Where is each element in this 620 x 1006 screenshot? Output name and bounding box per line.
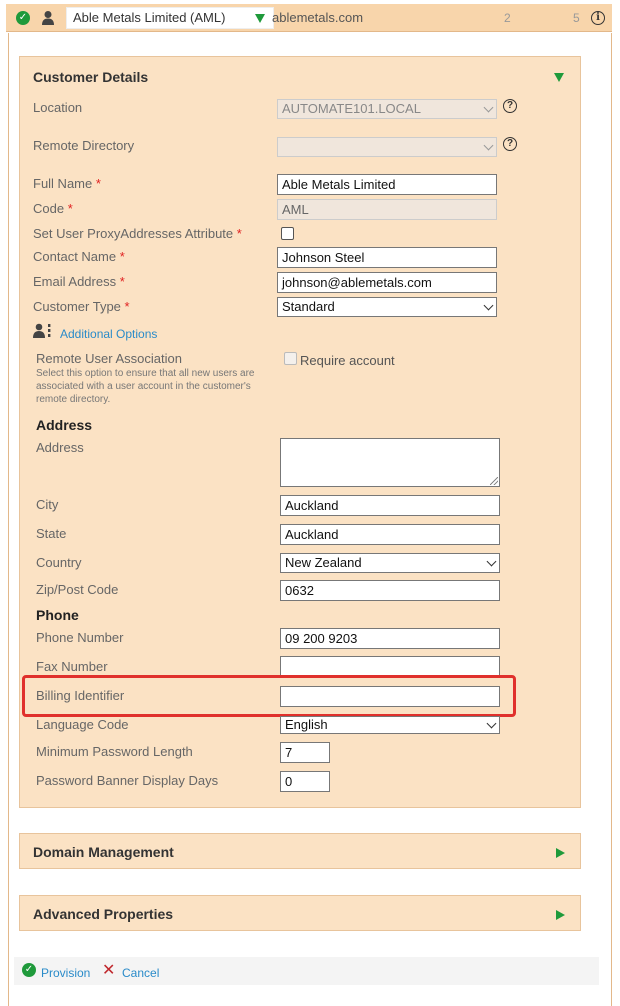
- collapse-icon[interactable]: [554, 73, 564, 82]
- location-select-value: AUTOMATE101.LOCAL: [282, 101, 421, 116]
- full-name-input[interactable]: Able Metals Limited: [277, 174, 497, 195]
- domain-management-title[interactable]: Domain Management: [33, 844, 174, 860]
- language-code-select-value: English: [285, 717, 328, 732]
- address-textarea[interactable]: [280, 438, 500, 487]
- proxy-attr-checkbox[interactable]: [281, 227, 294, 240]
- address-heading: Address: [36, 417, 93, 433]
- address-label: Address: [36, 440, 84, 455]
- action-footer: [14, 957, 599, 985]
- email-input[interactable]: johnson@ablemetals.com: [277, 272, 497, 293]
- remote-user-assoc-note: Select this option to ensure that all new users are associated with a user account in the customer's remote directory.: [36, 368, 255, 405]
- provision-button[interactable]: Provision: [41, 966, 91, 980]
- country-select[interactable]: [280, 553, 500, 573]
- password-banner-days-input[interactable]: 0: [280, 771, 330, 792]
- tenant-select[interactable]: [66, 7, 274, 29]
- chevron-down-icon: [484, 301, 494, 311]
- language-code-label: Language Code: [36, 717, 129, 732]
- customer-type-select-value: Standard: [282, 299, 335, 314]
- advanced-properties-panel[interactable]: [19, 895, 581, 931]
- advanced-properties-title[interactable]: Advanced Properties: [33, 906, 174, 922]
- location-label: Location: [33, 100, 83, 115]
- info-icon[interactable]: i: [591, 11, 605, 25]
- domain-management-panel[interactable]: [19, 833, 581, 869]
- city-label: City: [36, 497, 59, 512]
- country-label: Country: [36, 555, 82, 570]
- provision-icon[interactable]: ✓: [22, 963, 36, 977]
- city-input[interactable]: Auckland: [280, 495, 500, 516]
- fax-number-label: Fax Number: [36, 659, 108, 674]
- email-label: Email Address *: [33, 274, 125, 289]
- remote-user-assoc-label: Remote User Association: [36, 351, 182, 366]
- code-input[interactable]: AML: [277, 199, 497, 220]
- resize-handle-icon[interactable]: [490, 477, 498, 485]
- zip-label: Zip/Post Code: [36, 582, 119, 597]
- proxy-attr-label: Set User ProxyAddresses Attribute *: [33, 226, 242, 241]
- require-account-label: Require account: [300, 353, 395, 368]
- billing-identifier-label: Billing Identifier: [36, 688, 125, 703]
- phone-heading: Phone: [36, 607, 79, 623]
- state-label: State: [36, 526, 67, 541]
- customer-details-title[interactable]: Customer Details: [33, 69, 149, 85]
- chevron-down-icon: [484, 141, 494, 151]
- min-password-length-input[interactable]: 7: [280, 742, 330, 763]
- remote-directory-select[interactable]: [277, 137, 497, 157]
- cancel-button[interactable]: Cancel: [122, 966, 160, 980]
- phone-number-input[interactable]: 09 200 9203: [280, 628, 500, 649]
- chevron-down-icon: [487, 719, 497, 729]
- code-label: Code *: [33, 201, 73, 216]
- zip-input[interactable]: 0632: [280, 580, 500, 601]
- customer-type-select[interactable]: [277, 297, 497, 317]
- min-password-length-label: Minimum Password Length: [36, 744, 193, 759]
- count-a: 2: [504, 11, 511, 25]
- country-select-value: New Zealand: [285, 555, 362, 570]
- tenant-select-value: Able Metals Limited (AML): [73, 10, 226, 25]
- chevron-down-icon: [487, 557, 497, 567]
- expand-icon[interactable]: [556, 848, 565, 858]
- user-icon: [41, 10, 55, 26]
- help-icon[interactable]: ?: [503, 99, 517, 113]
- full-name-label: Full Name *: [33, 176, 101, 191]
- customer-header-bar: [6, 4, 612, 32]
- tenant-dropdown-icon[interactable]: [255, 14, 265, 23]
- expand-icon[interactable]: [556, 910, 565, 920]
- customer-type-label: Customer Type *: [33, 299, 130, 314]
- phone-number-label: Phone Number: [36, 630, 124, 645]
- billing-identifier-highlight: [22, 675, 516, 717]
- password-banner-days-label: Password Banner Display Days: [36, 773, 219, 788]
- contact-name-label: Contact Name *: [33, 249, 125, 264]
- cancel-icon[interactable]: ✕: [102, 962, 116, 979]
- domain-text: ablemetals.com: [272, 10, 364, 25]
- location-select[interactable]: [277, 99, 497, 119]
- chevron-down-icon: [484, 103, 494, 113]
- help-icon[interactable]: ?: [503, 137, 517, 151]
- contact-name-input[interactable]: Johnson Steel: [277, 247, 497, 268]
- additional-options-link[interactable]: Additional Options: [60, 327, 158, 341]
- require-account-checkbox[interactable]: [284, 352, 297, 365]
- count-b: 5: [573, 11, 580, 25]
- remote-directory-label: Remote Directory: [33, 138, 135, 153]
- fax-number-input[interactable]: [280, 656, 500, 677]
- user-options-icon[interactable]: [33, 323, 53, 339]
- status-check-icon: ✓: [16, 11, 30, 25]
- state-input[interactable]: Auckland: [280, 524, 500, 545]
- language-code-select[interactable]: [280, 716, 500, 734]
